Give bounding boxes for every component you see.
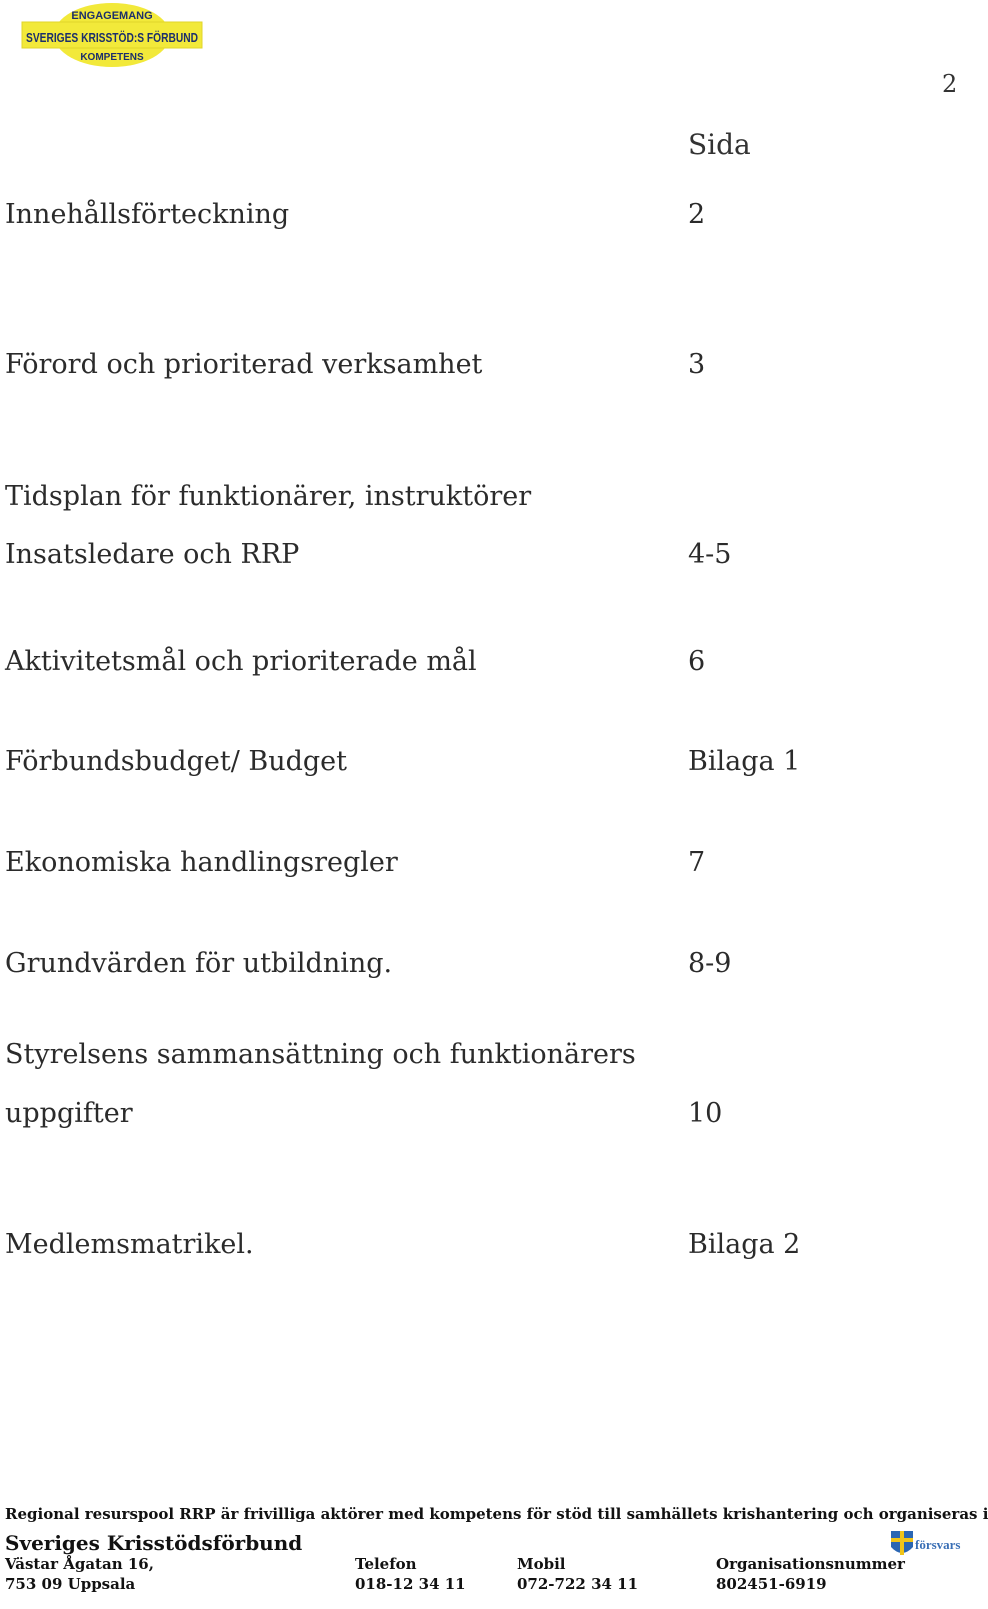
- toc-entry: [5, 195, 905, 235]
- toc-entry-title: Insatsledare och RRP: [5, 539, 300, 570]
- logo-line2: SVERIGES KRISSTÖD:S FÖRBUND: [26, 30, 198, 45]
- toc-entry-page: 3: [688, 349, 706, 380]
- toc-entry-page: 6: [688, 646, 706, 677]
- toc-entry: [5, 642, 905, 682]
- logo-line1: ENGAGEMANG: [71, 10, 153, 22]
- footer-org-name: Sveriges Krisstödsförbund: [5, 1531, 303, 1555]
- page-footer: [0, 1505, 988, 1609]
- emblem-text: försvars: [915, 1537, 961, 1552]
- toc-entry-title: Grundvärden för utbildning.: [5, 948, 393, 979]
- toc-entry: [5, 477, 905, 517]
- footer-orgnr-value: 802451-6919: [716, 1575, 827, 1593]
- toc-entry-title: Ekonomiska handlingsregler: [5, 847, 398, 878]
- footer-orgnr-label: Organisationsnummer: [716, 1555, 905, 1573]
- emblem-cross-horizontal: [891, 1538, 913, 1542]
- toc-entry-title: Förbundsbudget/ Budget: [5, 746, 347, 777]
- toc-entry-title: Förord och prioriterad verksamhet: [5, 349, 483, 380]
- toc-entry-title: Innehållsförteckning: [5, 199, 290, 230]
- toc-entry-page: 8-9: [688, 948, 732, 979]
- emblem-cross-vertical: [900, 1531, 904, 1555]
- footer-address-street: Västar Ågatan 16,: [5, 1555, 154, 1573]
- toc-entry: [5, 345, 905, 385]
- toc-entry: [5, 843, 905, 883]
- footer-phone-value: 018-12 34 11: [355, 1575, 466, 1593]
- toc-entry: [5, 1035, 905, 1075]
- toc-entry-page: 2: [688, 199, 706, 230]
- toc-entry-title: Medlemsmatrikel.: [5, 1229, 254, 1260]
- toc-entry-title: Aktivitetsmål och prioriterade mål: [5, 646, 477, 677]
- toc-entry: [5, 1094, 905, 1134]
- toc-entry-page: 10: [688, 1098, 723, 1129]
- footer-tagline: Regional resurspool RRP är frivilliga aktörer med kompetens för stöd till samhällets krishantering och organiseras i: [5, 1505, 988, 1523]
- footer-mobile-label: Mobil: [517, 1555, 566, 1573]
- toc-page-column-header: Sida: [688, 128, 751, 161]
- page-number: 2: [942, 70, 958, 98]
- toc-entry-page: 7: [688, 847, 706, 878]
- toc-entry-page: Bilaga 2: [688, 1229, 801, 1260]
- logo-line3: KOMPETENS: [80, 52, 144, 63]
- footer-mobile-value: 072-722 34 11: [517, 1575, 639, 1593]
- toc-entry-title: Styrelsens sammansättning och funktionärers: [5, 1039, 636, 1070]
- krisstod-logo: [20, 2, 204, 68]
- footer-phone-label: Telefon: [355, 1555, 417, 1573]
- toc-entry-title: Tidsplan för funktionärer, instruktörer: [5, 481, 532, 512]
- toc-entry: [5, 742, 905, 782]
- toc-entry: [5, 1225, 905, 1265]
- footer-address-city: 753 09 Uppsala: [5, 1575, 136, 1593]
- toc-entry-page: Bilaga 1: [688, 746, 801, 777]
- toc-entry-title: uppgifter: [5, 1098, 133, 1129]
- toc-entry: [5, 535, 905, 575]
- toc-entry: [5, 944, 905, 984]
- toc-entry-page: 4-5: [688, 539, 732, 570]
